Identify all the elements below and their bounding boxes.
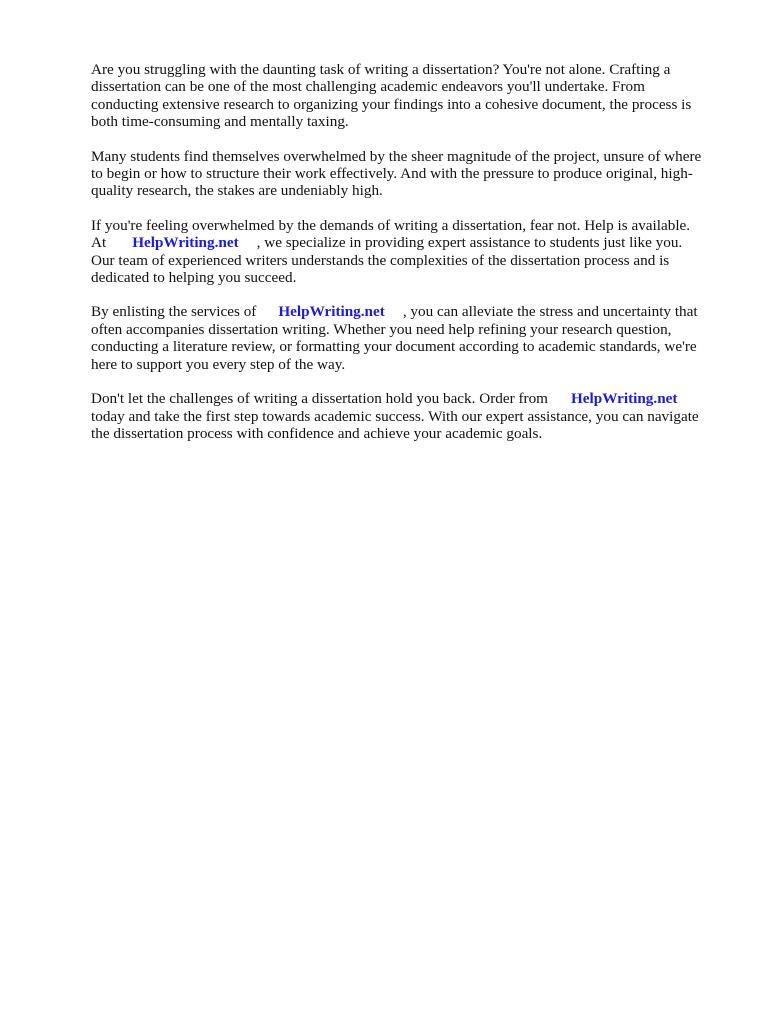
helpwriting-link[interactable]: HelpWriting.net [570, 390, 678, 408]
line-text: , you can alleviate the stress and uncertainty that [402, 303, 698, 321]
paragraph-help-available [91, 217, 716, 287]
paragraph-line: quality research, the stakes are undeniably high. [91, 182, 383, 200]
paragraph-services [91, 303, 716, 373]
helpwriting-link[interactable]: HelpWriting.net [132, 234, 239, 252]
paragraph-line: If you're feeling overwhelmed by the demands of writing a dissertation, fear not. Help is available. [91, 216, 691, 234]
paragraph-line-with-link [91, 303, 716, 320]
helpwriting-link[interactable]: HelpWriting.net [278, 303, 385, 321]
paragraph-line: both time-consuming and mentally taxing. [91, 113, 349, 131]
paragraph-overwhelmed [91, 148, 716, 200]
line-text: Don't let the challenges of writing a dissertation hold you back. Order from [91, 390, 548, 408]
paragraph-line: Are you struggling with the daunting task of writing a dissertation? You're not alone. Crafting a [91, 61, 671, 78]
line-text: By enlisting the services of [91, 303, 257, 321]
paragraph-line: Many students find themselves overwhelmed by the sheer magnitude of the project, unsure of where [91, 147, 702, 165]
paragraph-line: conducting extensive research to organizing your findings into a cohesive document, the process is [91, 95, 692, 113]
paragraph-line: the dissertation process with confidence and achieve your academic goals. [91, 424, 543, 442]
paragraph-line: to begin or how to structure their work effectively. And with the pressure to produce original, high- [91, 165, 693, 183]
paragraph-line: often accompanies dissertation writing. Whether you need help refining your research question, [91, 320, 672, 338]
paragraph-intro [91, 61, 716, 131]
paragraph-line-with-link [91, 390, 716, 407]
paragraph-line: dissertation can be one of the most challenging academic endeavors you'll undertake. From [91, 78, 645, 96]
line-text: At [91, 234, 107, 252]
paragraph-line: today and take the first step towards academic success. With our expert assistance, you can navigate [91, 407, 699, 425]
paragraph-line: dedicated to helping you succeed. [91, 269, 297, 287]
paragraph-line: here to support you every step of the way. [91, 355, 346, 373]
paragraph-order [91, 390, 716, 442]
document-body [91, 61, 716, 459]
line-text: , we specialize in providing expert assistance to students just like you. [256, 234, 683, 252]
paragraph-line: Our team of experienced writers understands the complexities of the dissertation process and is [91, 251, 670, 269]
paragraph-line-with-link [91, 234, 716, 251]
paragraph-line: conducting a literature review, or formatting your document according to academic standards, we're [91, 338, 697, 356]
